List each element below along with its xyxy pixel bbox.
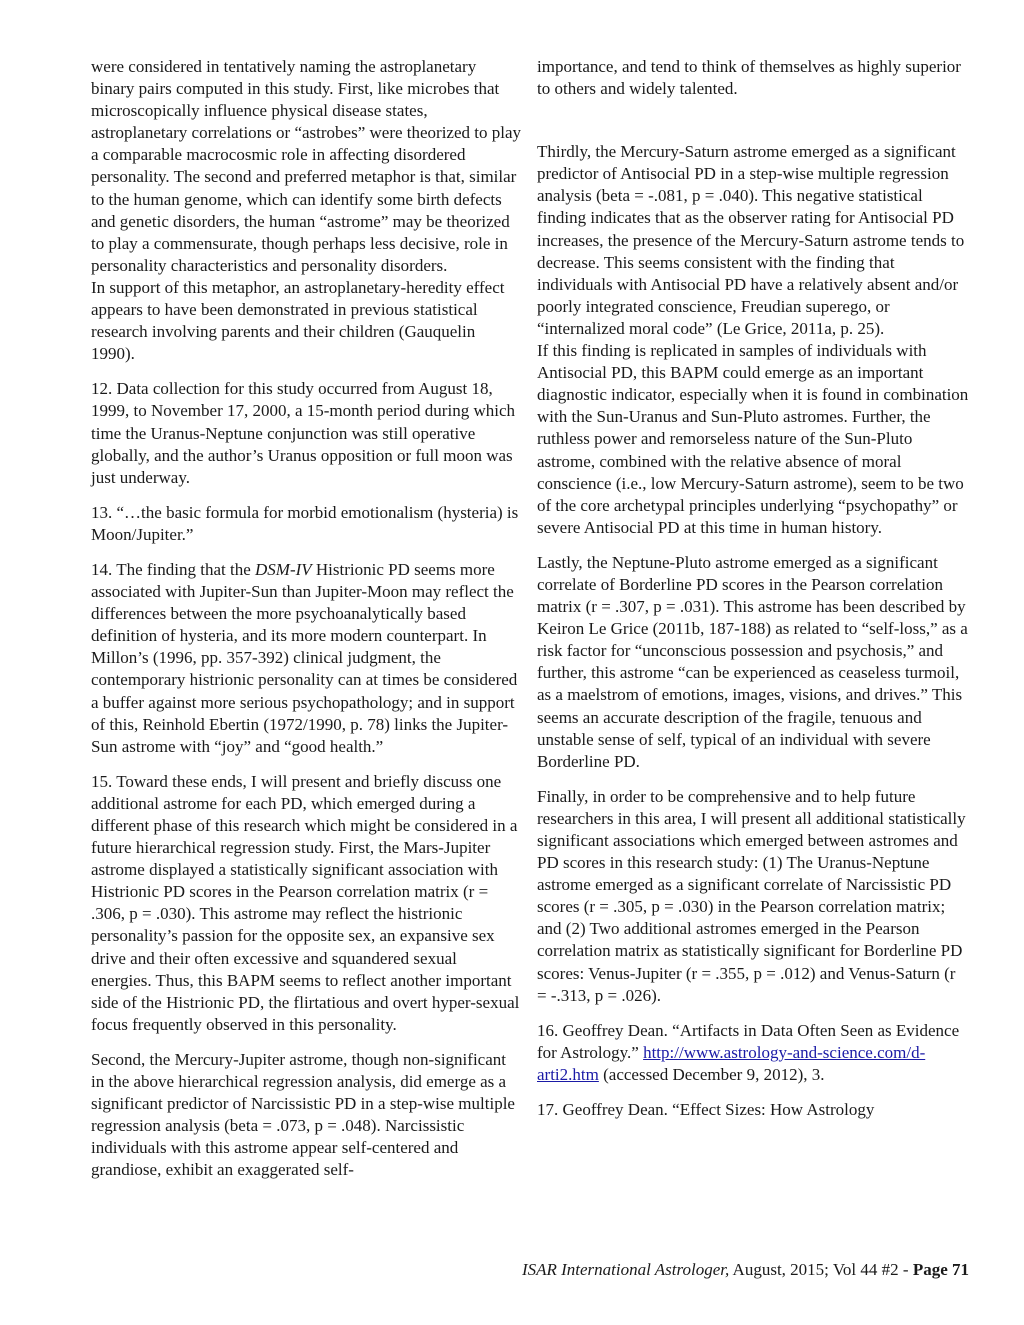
endnote-16-text-a: 16. Geoffrey Dean. “Artifacts in Data Often Seen as Evidence for Astrology.” — [537, 1020, 960, 1062]
footer-publication: ISAR International Astrologer, — [521, 1260, 730, 1279]
paragraph-continuation: importance, and tend to think of themselves as highly superior to others and widely talented. — [537, 57, 961, 99]
endnote-14-text-a: 14. The finding that the — [91, 559, 255, 579]
paragraph-astrome-metaphor: were considered in tentatively naming the astroplanetary binary pairs computed in this study. First, like microbes that microscopically influence physical disease states, astroplanetary correlations or “astrobes” were theorized to play a comparable macrocosmic role in affecting disordered personality. The second and preferred metaphor is that, similar to the human genome, which can identify some birth defects and genetic disorders, the human “astrome” may be theorized to play a commensurate, though perhaps less decisive, role in personality characteristics and personality disorders. — [91, 57, 522, 275]
left-column — [91, 56, 521, 1195]
endnote-12: 12. Data collection for this study occurred from August 18, 1999, to November 17, 2000, a 15-month period during which time the Uranus-Neptune conjunction was still operative globally, and the author’s Uranus opposition or full moon was just underway. — [91, 379, 515, 487]
endnote-16 — [537, 1020, 969, 1086]
endnote-17: 17. Geoffrey Dean. “Effect Sizes: How Astrology — [537, 1100, 875, 1120]
endnote-14-italic-title: DSM-IV — [255, 559, 312, 579]
endnote-16-text-b: (accessed December 9, 2012), 3. — [598, 1064, 825, 1084]
paragraph-thirdly: Thirdly, the Mercury-Saturn astrome emerged as a significant predictor of Antisocial PD in a step-wise multiple regression analysis (beta = -.081, p = .040). This negative statistical finding indicates that as the observer rating for Antisocial PD increases, the presence of the Mercury-Saturn astrome tends to decrease. This seems consistent with the finding that individuals with Antisocial PD have a relatively absent and/or poorly integrated conscience, Freudian superego, or “internalized moral code” (Le Grice, 2011a, p. 25). — [537, 142, 965, 338]
footer-page-number: Page 71 — [912, 1260, 969, 1279]
right-column — [537, 56, 969, 1134]
paragraph-second: Second, the Mercury-Jupiter astrome, though non-significant in the above hierarchical regression analysis, did emerge as a significant predictor of Narcissistic PD in a step-wise multiple regression analysis (beta = .073, p = .048). Narcissistic individuals with this astrome appear self-centered and grandiose, exhibit an exaggerated self- — [91, 1049, 515, 1180]
endnote-15: 15. Toward these ends, I will present and briefly discuss one additional astrome for each PD, which emerged during a different phase of this research which might be considered in a future hierarchical regression study. First, the Mars-Jupiter astrome displayed a statistically significant association with Histrionic PD scores in the Pearson correlation matrix (r = .306, p = .030). This astrome may reflect the histrionic personality’s passion for the opposite sex, an expansive sex drive and their often excessive and squandered sexual energies. Thus, this BAPM seems to reflect another important side of the Histrionic PD, the flirtatious and overt hyper-sexual focus frequently observed in this personality. — [91, 771, 520, 1034]
endnote-14-text-b: Histrionic PD seems more associated with Jupiter-Sun than Jupiter-Moon may reflect the differences between the more psychoanalytically based definition of hysteria, and its more modern counterpart. In Millon’s (1996, pp. 357-392) clinical judgment, the contemporary histrionic personality can at times be considered a buffer against more serious psychopathology; and in support of this, Reinhold Ebertin (1972/1990, p. 78) links the Jupiter-Sun astrome with “joy” and “good health.” — [91, 559, 518, 756]
endnote-16-link[interactable]: http://www.astrology-and-science.com/d-arti2.htm — [537, 1042, 926, 1084]
paragraph-thirdly-continued: If this finding is replicated in samples of individuals with Antisocial PD, this BAPM could emerge as an important diagnostic indicator, especially when it is found in combination with the Sun-Uranus and Sun-Pluto astromes. Further, the ruthless power and remorseless nature of the Sun-Pluto astrome, combined with the relative absence of moral conscience (i.e., low Mercury-Saturn astrome), seem to be two of the core archetypal principles underlying “psychopathy” or severe Antisocial PD at this time in human history. — [537, 341, 969, 537]
footer-details: August, 2015; Vol 44 #2 - — [729, 1260, 913, 1279]
endnote-13: 13. “…the basic formula for morbid emotionalism (hysteria) is Moon/Jupiter.” — [91, 502, 519, 544]
paragraph-finally: Finally, in order to be comprehensive and to help future researchers in this area, I will present all additional statistically significant associations which emerged between astromes and PD scores in this research study: (1) The Uranus-Neptune astrome emerged as a significant correlate of Narcissistic PD scores (r = .305, p = .030) in the Pearson correlation matrix; and (2) Two additional astromes emerged in the Pearson correlation matrix as statistically significant for Borderline PD scores: Venus-Jupiter (r = .355, p = .012) and Venus-Saturn (r = -.313, p = .026). — [537, 786, 966, 1005]
page-footer — [0, 1259, 969, 1281]
paragraph-lastly: Lastly, the Neptune-Pluto astrome emerged as a significant correlate of Borderline PD scores in the Pearson correlation matrix (r = .307, p = .031). This astrome has been described by Keiron Le Grice (2011b, 187-188) as related to “self-loss,” as a risk factor for “unconscious possession and psychosis,” and further, this astrome “can be experienced as ceaseless turmoil, as a maelstrom of emotions, images, visions, and drives.” This seems an accurate description of the fragile, tenuous and unstable sense of self, typical of an individual with severe Borderline PD. — [537, 552, 968, 771]
endnote-14 — [91, 559, 521, 758]
paragraph-heredity-effect: In support of this metaphor, an astroplanetary-heredity effect appears to have been demonstrated in previous statistical research involving parents and their children (Gauquelin 1990). — [91, 277, 505, 364]
